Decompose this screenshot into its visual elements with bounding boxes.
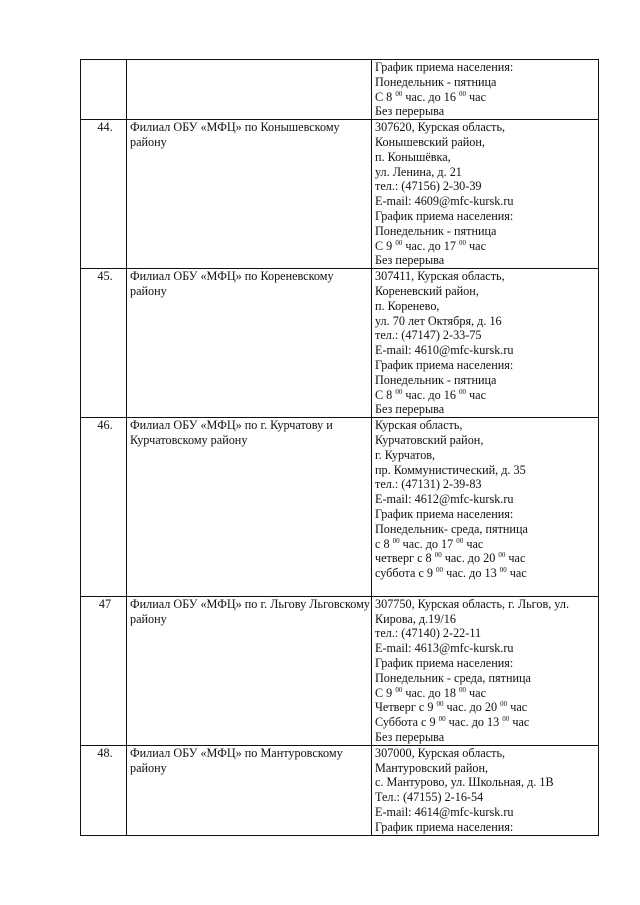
branch-name: Филиал ОБУ «МФЦ» по Конышевскому району [127,120,372,269]
contact-line [375,90,598,105]
contact-line: Понедельник - пятница [375,372,497,387]
time-text: час [509,715,530,730]
contact-line: График приема населения: [375,357,514,372]
branches-table-body [81,60,599,836]
contact-line: График приема населения: [375,506,514,521]
time-minutes: 00 [438,715,446,724]
contact-line: Кореневский район, [375,283,479,298]
time-minutes: 00 [500,700,508,709]
time-text: час. до 20 [443,700,501,715]
contact-line: Курчатовский район, [375,432,484,447]
contact-line: п. Коренево, [375,298,440,313]
contact-line: Кирова, д.19/16 [375,611,456,626]
time-text: суббота с 9 [375,566,437,581]
contact-line: тел.: (47131) 2-39-83 [375,477,482,492]
time-minutes: 00 [459,89,466,98]
branch-contacts [372,745,599,835]
time-text: час [507,700,528,715]
contact-line: E-mail: 4613@mfc-kursk.ru [375,641,514,656]
table-row [81,60,599,120]
row-number: 48. [81,745,127,835]
contact-line: тел.: (47156) 2-30-39 [375,179,482,194]
contact-line [375,239,598,254]
time-minutes: 00 [456,536,464,545]
contact-line: тел.: (47147) 2-33-75 [375,328,482,343]
table-row [81,120,599,269]
time-minutes: 00 [395,89,403,98]
branch-contacts [372,120,599,269]
row-number: 44. [81,120,127,269]
time-text: час. до 13 [445,715,503,730]
branch-name [127,60,372,120]
time-minutes: 00 [434,551,442,560]
time-minutes: 00 [436,566,444,575]
time-minutes: 00 [459,238,466,247]
contact-line: Мантуровский район, [375,760,489,775]
contact-line: 307750, Курская область, г. Льгов, ул. [375,596,569,611]
contact-line: E-mail: 4610@mfc-kursk.ru [375,343,514,358]
contact-line: тел.: (47140) 2-22-11 [375,626,482,641]
time-minutes: 00 [502,715,510,724]
table-row [81,596,599,745]
time-text: четверг с 8 [375,551,435,566]
table-row [81,418,599,597]
contact-line [375,715,598,730]
contact-line [375,686,598,701]
time-minutes: 00 [498,551,506,560]
row-number: 45. [81,269,127,418]
time-minutes: 00 [395,387,403,396]
time-text: час [466,238,486,253]
branch-name: Филиал ОБУ «МФЦ» по г. Льгову Льговскому району [127,596,372,745]
time-minutes: 00 [436,700,444,709]
time-text: час. до 16 [402,89,459,104]
time-text: С 8 [375,89,396,104]
table-row [81,269,599,418]
branch-contacts [372,269,599,418]
time-minutes: 00 [499,566,507,575]
contact-line [375,566,598,581]
branch-contacts [372,60,599,120]
time-text: час. до 13 [443,566,500,581]
contact-line: Курская область, [375,418,463,433]
branch-contacts [372,596,599,745]
contact-line: г. Курчатов, [375,447,436,462]
contact-line: Без перерыва [375,402,445,417]
contact-line [375,388,598,403]
contact-line: E-mail: 4609@mfc-kursk.ru [375,194,514,209]
time-text: с 8 [375,536,393,551]
time-text: час [466,89,486,104]
time-text: час. до 20 [441,551,499,566]
time-text: Суббота с 9 [375,715,439,730]
contact-line: График приема населения: [375,656,514,671]
contact-line: Конышевский район, [375,134,485,149]
time-text: С 9 [375,685,396,700]
time-minutes: 00 [459,387,466,396]
contact-line [375,700,598,715]
time-minutes: 00 [395,238,403,247]
contact-line: Понедельник - среда, пятница [375,670,531,685]
time-text: час [505,551,526,566]
contact-line: Без перерыва [375,104,445,119]
row-number: 47 [81,596,127,745]
contact-line: пр. Коммунистический, д. 35 [375,462,526,477]
contact-line: Понедельник - пятница [375,74,497,89]
contact-line: 307620, Курская область, [375,120,506,135]
branch-name: Филиал ОБУ «МФЦ» по Мантуровскому району [127,745,372,835]
contact-line: E-mail: 4614@mfc-kursk.ru [375,805,514,820]
time-minutes: 00 [392,536,400,545]
branch-name: Филиал ОБУ «МФЦ» по Кореневскому району [127,269,372,418]
contact-line: с. Мантурово, ул. Школьная, д. 1В [375,775,554,790]
contact-line: График приема населения: [375,208,514,223]
branch-contacts [372,418,599,597]
time-minutes: 00 [459,685,466,694]
time-text: час. до 17 [402,238,459,253]
time-text: час [463,536,484,551]
row-number: 46. [81,418,127,597]
time-text: С 9 [375,238,396,253]
time-text: Четверг с 9 [375,700,437,715]
time-text: час. до 17 [399,536,457,551]
time-text: час [466,387,486,402]
contact-line: E-mail: 4612@mfc-kursk.ru [375,492,514,507]
contact-line: 307411, Курская область, [375,269,505,284]
contact-line: График приема населения: [375,60,514,74]
branches-table [80,59,599,836]
time-text: С 8 [375,387,396,402]
contact-line: ул. 70 лет Октября, д. 16 [375,313,502,328]
contact-line: Понедельник - пятница [375,223,497,238]
contact-line: ул. Ленина, д. 21 [375,164,462,179]
table-row [81,745,599,835]
time-text: час. до 16 [402,387,459,402]
blank-line [375,581,598,596]
contact-line [375,551,598,566]
row-number [81,60,127,120]
branch-name: Филиал ОБУ «МФЦ» по г. Курчатову и Курчатовскому району [127,418,372,597]
time-minutes: 00 [395,685,403,694]
time-text: час [466,685,486,700]
contact-line: 307000, Курская область, [375,745,506,760]
contact-line: Без перерыва [375,253,445,268]
contact-line: п. Конышёвка, [375,149,451,164]
contact-line: Тел.: (47155) 2-16-54 [375,790,484,805]
time-text: час. до 18 [402,685,459,700]
contact-line: График приема населения: [375,819,514,834]
contact-line [375,537,598,552]
contact-line: Понедельник- среда, пятница [375,521,528,536]
contact-line: Без перерыва [375,730,445,745]
time-text: час [506,566,527,581]
